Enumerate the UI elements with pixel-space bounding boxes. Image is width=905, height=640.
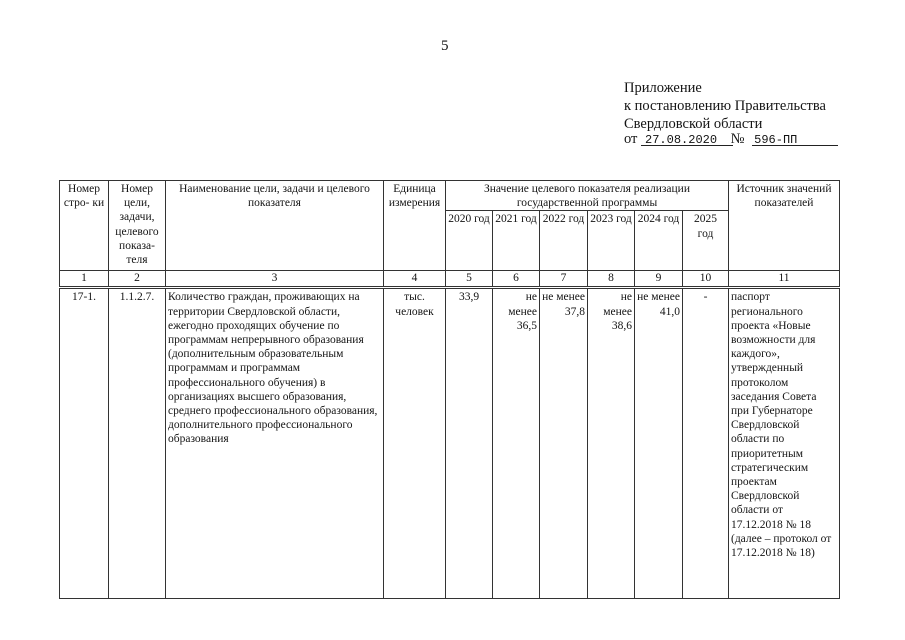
page-number: 5 <box>441 38 449 54</box>
cell-value-2021: не менее 36,5 <box>493 288 540 599</box>
column-number: 8 <box>588 271 635 288</box>
column-number: 3 <box>166 271 384 288</box>
column-number: 11 <box>729 271 840 288</box>
column-number: 6 <box>493 271 540 288</box>
appendix-date-line <box>624 130 797 149</box>
indicators-table <box>59 180 840 599</box>
from-label: от <box>624 131 638 147</box>
cell-value-2020: 33,9 <box>446 288 493 599</box>
column-number: 5 <box>446 271 493 288</box>
column-number: 7 <box>540 271 588 288</box>
header-year-2025: 2025 год <box>683 211 729 271</box>
column-number: 10 <box>683 271 729 288</box>
header-year-2024: 2024 год <box>635 211 683 271</box>
appendix-resolution: к постановлению Правительства <box>624 98 826 114</box>
header-year-2020: 2020 год <box>446 211 493 271</box>
header-year-2023: 2023 год <box>588 211 635 271</box>
cell-value-2023: не менее 38,6 <box>588 288 635 599</box>
resolution-date: 27.08.2020 <box>645 133 718 147</box>
column-number: 2 <box>109 271 166 288</box>
column-number: 1 <box>60 271 109 288</box>
cell-value-2024: не менее 41,0 <box>635 288 683 599</box>
header-year-2021: 2021 год <box>493 211 540 271</box>
header-goal-number: Номер цели, задачи, целевого показа- теля <box>109 181 166 271</box>
header-unit: Единица измерения <box>384 181 446 271</box>
date-underline <box>641 145 733 146</box>
appendix-region: Свердловской области <box>624 116 763 132</box>
cell-indicator-name: Количество граждан, проживающих на территории Свердловской области, ежегодно проходящих обучение по программам непрерывного образования (дополнительным образовательным программам и программам профессионального обучения) в организациях высшего образования, среднего профессионального образования, дополнительного профессионального образования <box>166 288 384 599</box>
cell-source: паспорт регионального проекта «Новые возможности для каждого», утвержденный протоколом заседания Совета при Губернаторе Свердловской области по приоритетным стратегическим проектам Свердловской области от 17.12.2018 № 18 (далее – протокол от 17.12.2018 № 18) <box>729 288 840 599</box>
resolution-number: 596-ПП <box>754 133 798 147</box>
cell-goal-number: 1.1.2.7. <box>109 288 166 599</box>
column-number: 4 <box>384 271 446 288</box>
header-row-number: Номер стро- ки <box>60 181 109 271</box>
cell-value-2022: не менее 37,8 <box>540 288 588 599</box>
header-value-group: Значение целевого показателя реализации государственной программы <box>446 181 729 211</box>
cell-unit: тыс. человек <box>384 288 446 599</box>
appendix-title: Приложение <box>624 80 702 96</box>
cell-row-number: 17-1. <box>60 288 109 599</box>
header-year-2022: 2022 год <box>540 211 588 271</box>
column-number: 9 <box>635 271 683 288</box>
table-row <box>60 288 840 599</box>
header-source: Источник значений показателей <box>729 181 840 271</box>
header-name: Наименование цели, задачи и целевого показателя <box>166 181 384 271</box>
number-underline <box>752 145 838 146</box>
number-label: № <box>730 131 745 147</box>
cell-value-2025: - <box>683 288 729 599</box>
